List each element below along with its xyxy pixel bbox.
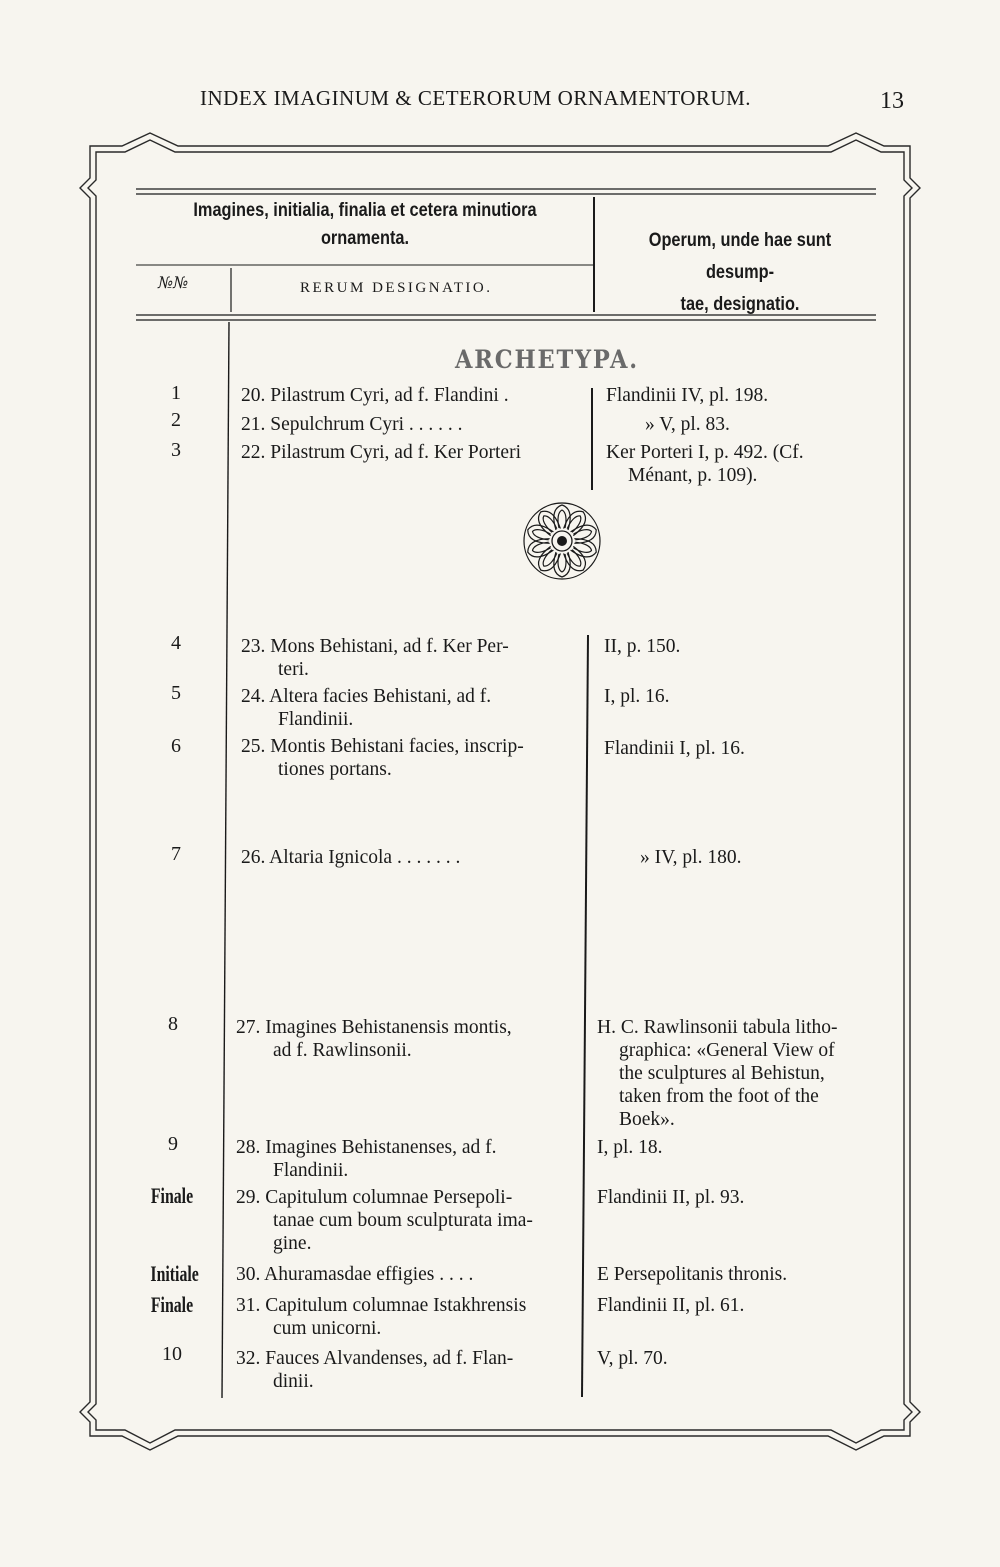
entry-designation	[241, 635, 573, 681]
source-line: Ker Porteri I, p. 492. (Cf.	[606, 442, 804, 463]
entry-source	[597, 1263, 873, 1286]
source-line: Ménant, p. 109).	[628, 465, 758, 486]
entry-line: 31. Capitulum columnae Istakhrensis	[236, 1295, 527, 1316]
row-label-finale: Finale	[150, 1292, 194, 1317]
entry-line: tanae cum boum sculpturata ima-	[273, 1210, 533, 1231]
source-line: Flandinii IV, pl. 198.	[606, 385, 769, 406]
source-line: I, pl. 16.	[604, 686, 670, 707]
entry-line: ad f. Rawlinsonii.	[273, 1040, 412, 1061]
entry-line: dinii.	[273, 1371, 314, 1392]
header-left-line2: ornamenta.	[320, 228, 410, 249]
row-label-initiale: Initiale	[150, 1261, 199, 1286]
page-number: 13	[880, 88, 904, 114]
header-numbers-label: №№	[158, 273, 189, 292]
rosette-icon	[516, 501, 608, 581]
entry-line: Flandinii.	[278, 709, 354, 730]
entry-source	[604, 635, 880, 658]
running-head: INDEX IMAGINUM & CETERORUM ORNAMENTORUM.	[200, 86, 752, 110]
source-line: Flandinii II, pl. 61.	[597, 1295, 745, 1316]
entry-designation	[236, 1136, 568, 1182]
entry-designation	[236, 1263, 568, 1286]
entry-designation	[241, 384, 573, 407]
source-line: the sculptures al Behistun,	[619, 1063, 825, 1084]
row-number: 10	[162, 1343, 182, 1365]
entry-source	[604, 737, 880, 760]
source-line: Flandinii II, pl. 93.	[597, 1187, 745, 1208]
entry-designation	[241, 441, 573, 464]
entry-line: 28. Imagines Behistanenses, ad f.	[236, 1137, 497, 1158]
entry-designation	[236, 1186, 568, 1255]
entry-source	[604, 685, 880, 708]
entry-designation	[241, 685, 573, 731]
header-rerum-designatio: RERUM DESIGNATIO.	[300, 280, 493, 296]
entry-source	[597, 1294, 873, 1317]
row-number: 3	[171, 439, 181, 461]
source-line: » V, pl. 83.	[645, 414, 730, 435]
entry-source	[597, 1186, 873, 1209]
source-line: Flandinii I, pl. 16.	[604, 738, 745, 759]
row-number: 6	[171, 735, 181, 757]
entry-designation	[241, 735, 573, 781]
entry-designation	[236, 1294, 568, 1340]
row-number: 2	[171, 409, 181, 431]
source-line: E Persepolitanis thronis.	[597, 1264, 788, 1285]
row-number: 1	[171, 382, 181, 404]
entry-line: Flandinii.	[273, 1160, 349, 1181]
source-line: taken from the foot of the	[619, 1086, 819, 1107]
row-number: 8	[168, 1013, 178, 1035]
entry-line: 22. Pilastrum Cyri, ad f. Ker Porteri	[241, 442, 521, 463]
row-number: 7	[171, 843, 181, 865]
entry-line: 29. Capitulum columnae Persepoli-	[236, 1187, 513, 1208]
row-number: 5	[171, 682, 181, 704]
entry-line: 21. Sepulchrum Cyri . . . . . .	[241, 414, 463, 435]
entry-line: cum unicorni.	[273, 1318, 382, 1339]
entry-line: 25. Montis Behistani facies, inscrip-	[241, 736, 524, 757]
entry-designation	[236, 1347, 568, 1393]
source-line: II, p. 150.	[604, 636, 681, 657]
entry-designation	[241, 413, 573, 436]
entry-line: tiones portans.	[278, 759, 392, 780]
row-label-finale: Finale	[150, 1183, 194, 1208]
entry-source	[606, 384, 882, 407]
entry-designation	[236, 1016, 568, 1062]
entry-line: 30. Ahuramasdae effigies . . . .	[236, 1264, 474, 1285]
entry-line: 23. Mons Behistani, ad f. Ker Per-	[241, 636, 509, 657]
section-title: ARCHETYPA.	[455, 345, 639, 374]
entry-source	[640, 846, 916, 869]
entry-source	[597, 1136, 873, 1159]
entry-designation	[241, 846, 573, 869]
entry-line: teri.	[278, 659, 309, 680]
source-line: graphica: «General View of	[619, 1040, 835, 1061]
entry-source	[645, 413, 921, 436]
row-number: 4	[171, 632, 181, 654]
header-right-line1: Operum, unde hae sunt desump-	[648, 230, 832, 283]
source-line: V, pl. 70.	[597, 1348, 668, 1369]
entry-line: 32. Fauces Alvandenses, ad f. Flan-	[236, 1348, 514, 1369]
source-line: I, pl. 18.	[597, 1137, 663, 1158]
header-right-line2: tae, designatio.	[680, 294, 800, 315]
header-left-label	[176, 197, 554, 253]
source-line: H. C. Rawlinsonii tabula litho-	[597, 1017, 838, 1038]
entry-source	[597, 1016, 873, 1131]
entry-source	[597, 1347, 873, 1370]
entry-line: gine.	[273, 1233, 312, 1254]
entry-line: 24. Altera facies Behistani, ad f.	[241, 686, 492, 707]
header-right-label	[620, 225, 861, 321]
entry-line: 20. Pilastrum Cyri, ad f. Flandini .	[241, 385, 509, 406]
header-left-line1: Imagines, initialia, finalia et cetera minutiora	[193, 200, 537, 221]
source-line: Boek».	[619, 1109, 675, 1130]
row-number: 9	[168, 1133, 178, 1155]
source-line: » IV, pl. 180.	[640, 847, 742, 868]
entry-source	[606, 441, 882, 487]
entry-line: 26. Altaria Ignicola . . . . . . .	[241, 847, 461, 868]
entry-line: 27. Imagines Behistanensis montis,	[236, 1017, 512, 1038]
